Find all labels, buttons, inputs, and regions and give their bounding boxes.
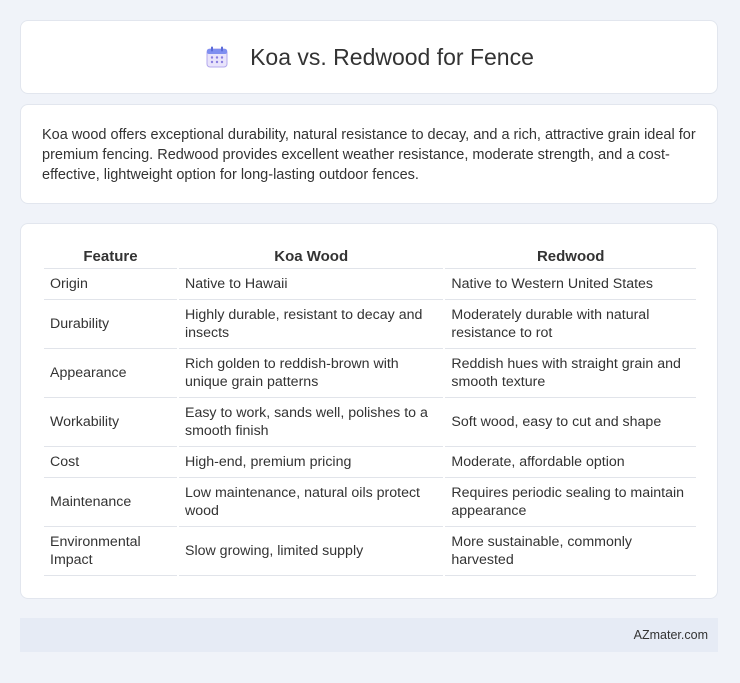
row-feature: Origin (44, 269, 177, 300)
row-redwood: Requires periodic sealing to maintain appearance (445, 478, 696, 527)
table-row (44, 447, 696, 478)
table-header-row (44, 244, 696, 269)
row-koa: Slow growing, limited supply (179, 527, 443, 576)
table-row (44, 478, 696, 527)
footer-brand-link[interactable]: AZmater.com (633, 628, 708, 642)
page-title: Koa vs. Redwood for Fence (250, 43, 534, 70)
calendar-icon (204, 44, 230, 70)
header-koa-wood: Koa Wood (179, 244, 443, 269)
row-koa: High-end, premium pricing (179, 447, 443, 478)
summary-card (20, 104, 718, 204)
title-card (20, 20, 718, 94)
footer (20, 618, 718, 652)
row-feature: Environmental Impact (44, 527, 177, 576)
comparison-card (20, 223, 718, 599)
row-koa: Low maintenance, natural oils protect wood (179, 478, 443, 527)
table-row (44, 300, 696, 349)
row-koa: Rich golden to reddish-brown with unique grain patterns (179, 349, 443, 398)
row-feature: Maintenance (44, 478, 177, 527)
table-row (44, 527, 696, 576)
comparison-table (42, 244, 698, 576)
table-row (44, 398, 696, 447)
row-redwood: Moderately durable with natural resistance to rot (445, 300, 696, 349)
summary-text: Koa wood offers exceptional durability, natural resistance to decay, and a rich, attractive grain ideal for premium fencing. Redwood provides excellent weather resistance, moderate strength, and a cost-effective, lightweight option for long-lasting outdoor fences. (42, 127, 696, 183)
row-redwood: Soft wood, easy to cut and shape (445, 398, 696, 447)
row-redwood: Reddish hues with straight grain and smooth texture (445, 349, 696, 398)
header-feature: Feature (44, 244, 177, 269)
row-koa: Easy to work, sands well, polishes to a smooth finish (179, 398, 443, 447)
row-redwood: Moderate, affordable option (445, 447, 696, 478)
row-koa: Native to Hawaii (179, 269, 443, 300)
row-feature: Durability (44, 300, 177, 349)
row-redwood: More sustainable, commonly harvested (445, 527, 696, 576)
row-feature: Cost (44, 447, 177, 478)
header-redwood: Redwood (445, 244, 696, 269)
row-feature: Appearance (44, 349, 177, 398)
row-koa: Highly durable, resistant to decay and insects (179, 300, 443, 349)
table-row (44, 269, 696, 300)
table-row (44, 349, 696, 398)
row-feature: Workability (44, 398, 177, 447)
row-redwood: Native to Western United States (445, 269, 696, 300)
